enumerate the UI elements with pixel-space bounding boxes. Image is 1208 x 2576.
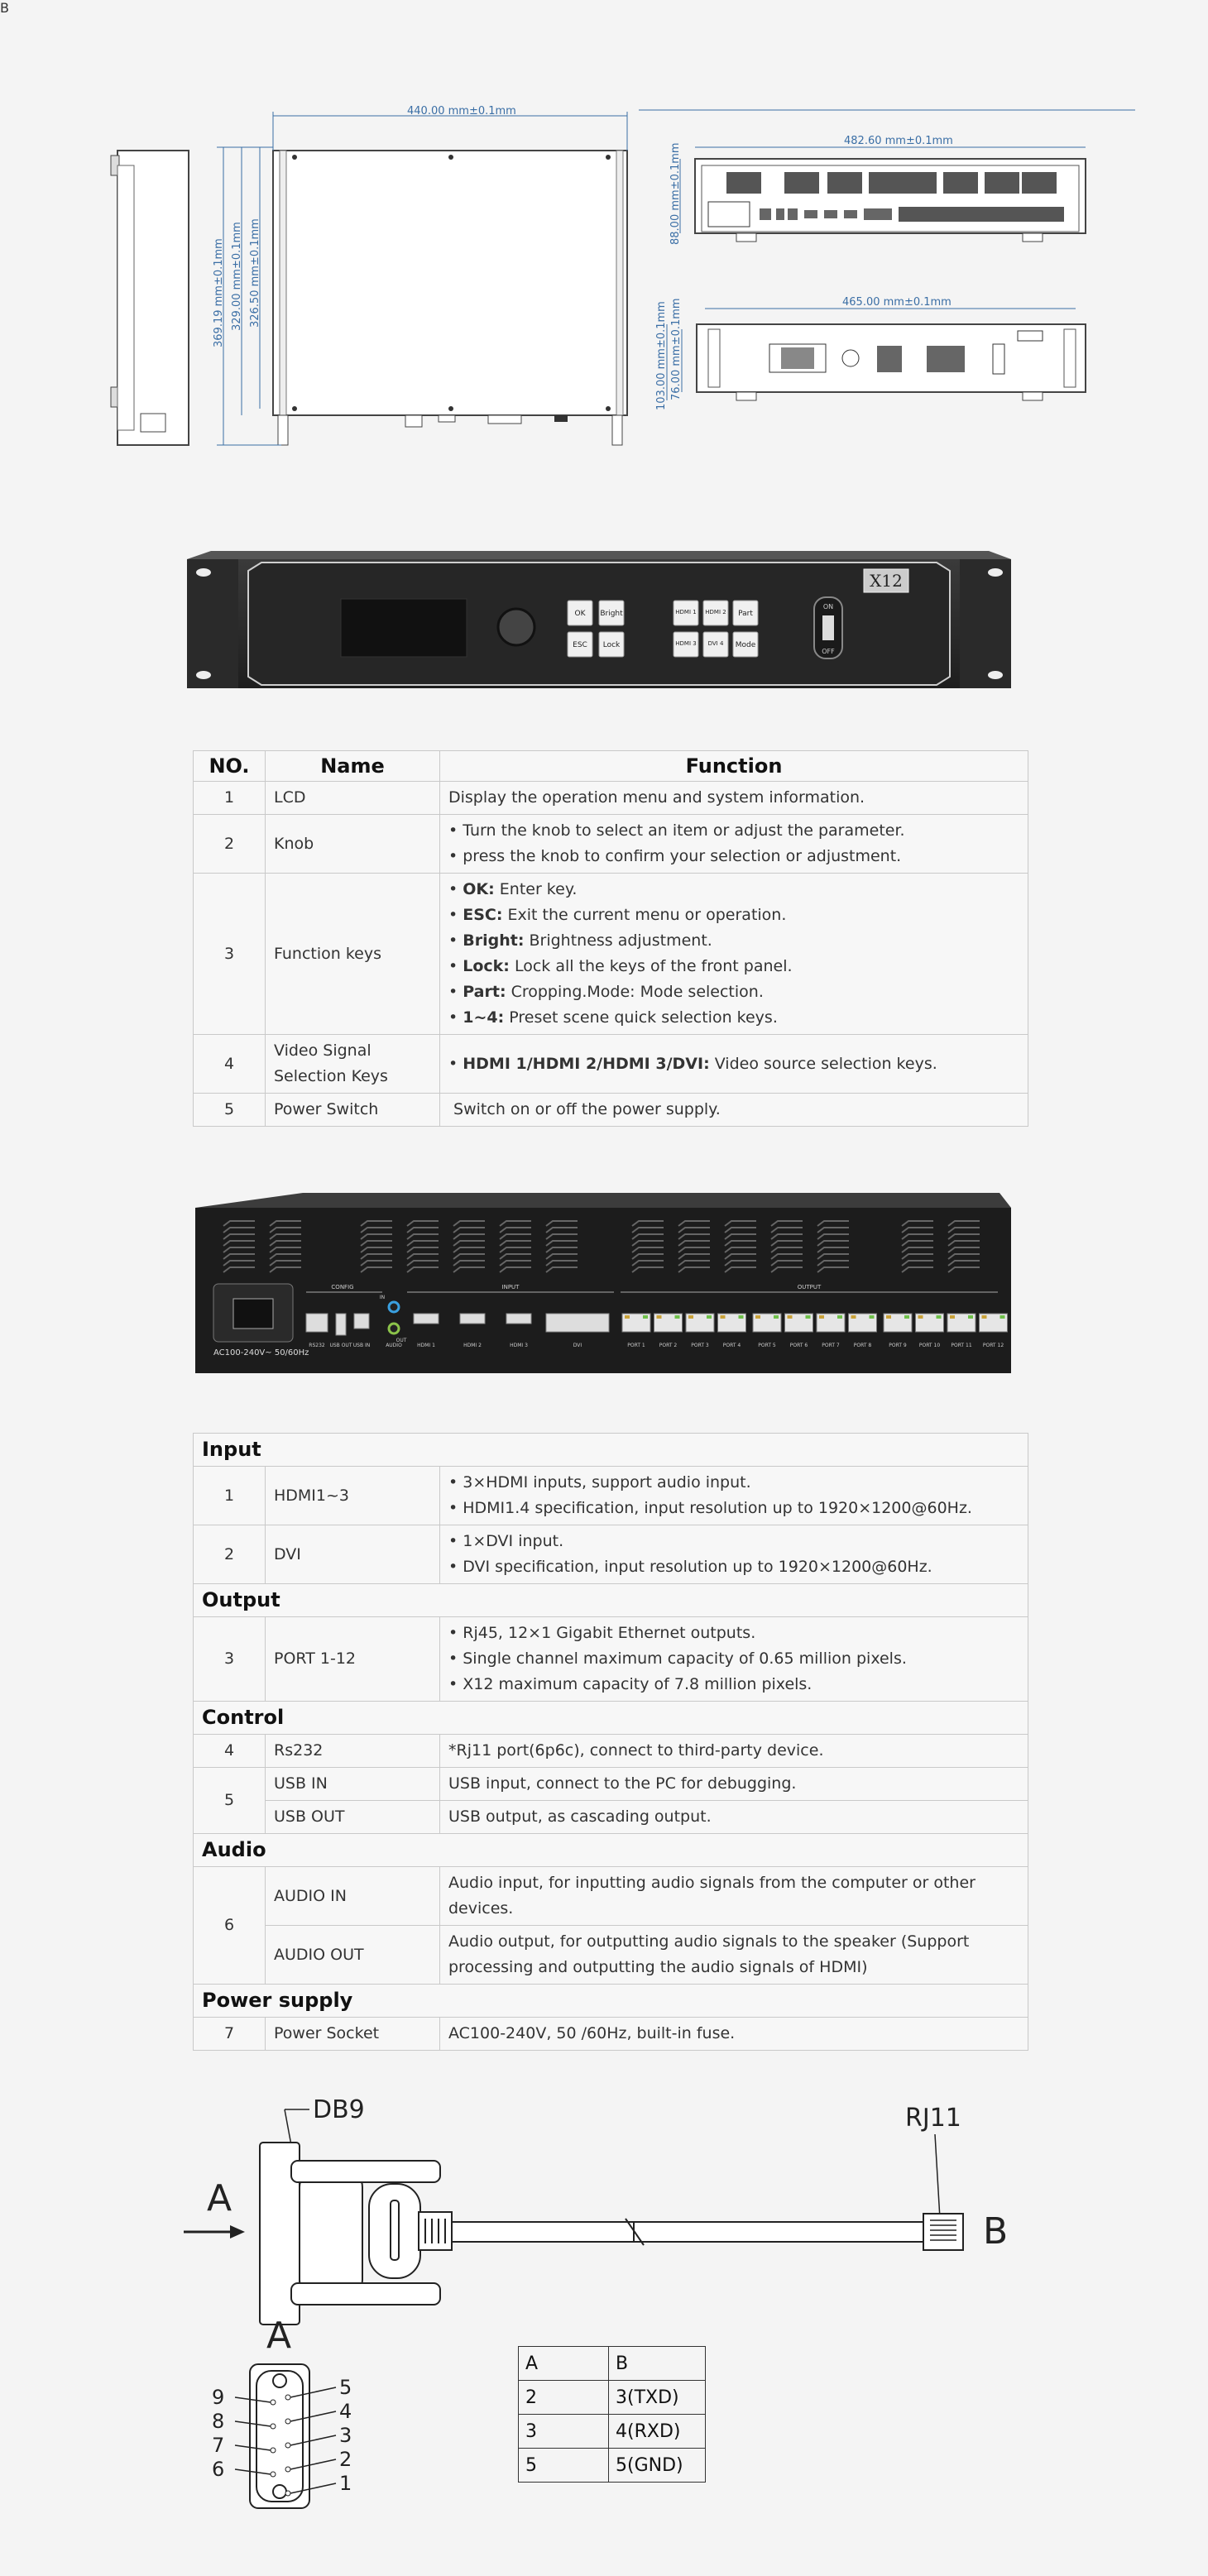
row-description xyxy=(440,1768,1028,1801)
row-name: LCD xyxy=(266,782,440,815)
table-row xyxy=(194,1867,1028,1926)
pin-cell: A xyxy=(519,2347,609,2381)
rear-panel-image xyxy=(0,1183,1208,1381)
pin-row xyxy=(519,2381,706,2415)
row-number: 2 xyxy=(194,815,266,874)
table-row xyxy=(194,1467,1028,1525)
power-off-label: OFF xyxy=(822,648,835,655)
function-line: • Bright: Brightness adjustment. xyxy=(448,931,712,950)
row-number: 3 xyxy=(194,1617,266,1702)
dim-88: 88.00 mm±0.1mm xyxy=(669,142,682,245)
dim-329: 329.00 mm±0.1mm xyxy=(231,222,243,331)
function-line: • Part: Cropping.Mode: Mode selection. xyxy=(448,983,764,1001)
function-key-name: Lock: xyxy=(463,957,510,975)
section-header xyxy=(194,1985,1028,2018)
function-line: • press the knob to confirm your selection or adjustment. xyxy=(448,847,902,865)
rear-port xyxy=(354,1314,369,1329)
key-hdmi1: HDMI 1 xyxy=(675,609,697,615)
key-hdmi3: HDMI 3 xyxy=(675,640,697,647)
port-label: PORT 8 xyxy=(853,1343,872,1348)
rear-port xyxy=(506,1314,531,1324)
function-key-name: HDMI 1/HDMI 2/HDMI 3/DVI: xyxy=(463,1054,710,1073)
db9-pin xyxy=(271,2448,276,2453)
row-description xyxy=(440,1467,1028,1525)
db9-pin-label: 5 xyxy=(339,2376,352,2399)
pin-map-table xyxy=(518,2346,706,2483)
section-header xyxy=(194,1834,1028,1867)
description-text: USB input, connect to the PC for debugging. xyxy=(448,1774,797,1793)
dim-326: 326.50 mm±0.1mm xyxy=(249,218,261,328)
end-a-label: A xyxy=(207,2177,232,2219)
row-number: 4 xyxy=(194,1735,266,1768)
row-number: 6 xyxy=(194,1867,266,1985)
function-line: • ESC: Exit the current menu or operation. xyxy=(448,906,787,924)
key-bright: Bright xyxy=(600,610,623,618)
function-key-name: ESC: xyxy=(463,906,503,924)
dim-440: 440.00 mm±0.1mm xyxy=(407,105,516,117)
port-label: PORT 5 xyxy=(758,1343,776,1348)
function-text: press the knob to confirm your selection or adjustment. xyxy=(463,847,902,865)
dim-369: 369.19 mm±0.1mm xyxy=(213,238,225,347)
description-line xyxy=(448,1870,1019,1922)
description-line xyxy=(448,1738,1019,1764)
row-name: HDMI1~3 xyxy=(266,1467,440,1525)
row-name: Power Switch xyxy=(266,1094,440,1127)
function-key-name: OK: xyxy=(463,880,495,898)
function-text: Enter key. xyxy=(494,880,578,898)
group-input: INPUT xyxy=(501,1284,520,1290)
port-label: IN xyxy=(379,1295,386,1300)
row-number: 5 xyxy=(194,1768,266,1834)
row-description xyxy=(440,1867,1028,1926)
section-title: Input xyxy=(194,1434,1028,1467)
db9-pin-label: 6 xyxy=(212,2458,225,2481)
pin-cell: 4(RXD) xyxy=(609,2415,706,2449)
db9-pin-label: 2 xyxy=(339,2448,352,2471)
description-text: HDMI1.4 specification, input resolution up to 1920×1200@60Hz. xyxy=(463,1499,972,1517)
row-name: Knob xyxy=(266,815,440,874)
pin-cell: 3(TXD) xyxy=(609,2381,706,2415)
pin-cell: 2 xyxy=(519,2381,609,2415)
db9-pin-label: 1 xyxy=(339,2472,352,2495)
function-text: Preset scene quick selection keys. xyxy=(504,1008,778,1027)
function-text: Lock all the keys of the front panel. xyxy=(509,957,793,975)
row-description xyxy=(440,2018,1028,2051)
port-label: PORT 9 xyxy=(889,1343,907,1348)
section-header xyxy=(194,1584,1028,1617)
function-key-name: 1~4: xyxy=(463,1008,505,1027)
description-line: • 1×DVI input. xyxy=(448,1532,564,1550)
key-part: Part xyxy=(738,610,753,618)
table-row xyxy=(194,1035,1028,1094)
row-number: 5 xyxy=(194,1094,266,1127)
function-text: Cropping.Mode: Mode selection. xyxy=(506,983,764,1001)
db9-pin xyxy=(271,2472,276,2477)
row-name: Video Signal Selection Keys xyxy=(266,1035,440,1094)
row-number: 3 xyxy=(194,874,266,1035)
function-text: Brightness adjustment. xyxy=(524,931,712,950)
cable-diagram xyxy=(0,2085,1208,2576)
table-row xyxy=(194,1094,1028,1127)
port-label: HDMI 3 xyxy=(510,1343,528,1348)
port-label: PORT 6 xyxy=(789,1343,808,1348)
dimension-drawing xyxy=(0,0,1208,480)
row-description xyxy=(440,1926,1028,1985)
row-name: Power Socket xyxy=(266,2018,440,2051)
dim-482: 482.60 mm±0.1mm xyxy=(844,135,953,147)
function-text: Turn the knob to select an item or adjust the parameter. xyxy=(463,821,905,840)
connector-b-label: B xyxy=(0,0,9,16)
group-config: CONFIG xyxy=(331,1284,354,1290)
table-row xyxy=(194,1768,1028,1801)
key-dvi4: DVI 4 xyxy=(707,640,724,647)
dim-103: 103.00 mm±0.1mm xyxy=(655,301,668,410)
description-line: • 3×HDMI inputs, support audio input. xyxy=(448,1473,751,1491)
port-label: PORT 4 xyxy=(722,1343,741,1348)
rear-power-label: AC100-240V~ 50/60Hz xyxy=(213,1348,309,1357)
rear-port xyxy=(336,1314,346,1335)
row-number: 7 xyxy=(194,2018,266,2051)
db9-pin xyxy=(285,2443,290,2448)
function-line: • HDMI 1/HDMI 2/HDMI 3/DVI: Video source selection keys. xyxy=(448,1054,937,1073)
key-mode: Mode xyxy=(735,641,756,649)
pin-cell: 5(GND) xyxy=(609,2449,706,2483)
header-no: NO. xyxy=(194,751,266,782)
description-line: • X12 maximum capacity of 7.8 million pixels. xyxy=(448,1675,813,1693)
audio-jack xyxy=(389,1324,399,1333)
db9-pin xyxy=(285,2491,290,2496)
function-text: Video source selection keys. xyxy=(709,1054,937,1073)
row-name: AUDIO OUT xyxy=(266,1926,440,1985)
port-label: USB IN xyxy=(352,1343,371,1348)
function-key-name: Bright: xyxy=(463,931,525,950)
pin-cell: 3 xyxy=(519,2415,609,2449)
function-line xyxy=(448,785,1019,811)
port-label: HDMI 1 xyxy=(417,1343,435,1348)
dim-465: 465.00 mm±0.1mm xyxy=(842,296,952,309)
description-line xyxy=(448,2021,1019,2047)
db9-pin-label: 3 xyxy=(339,2424,352,2447)
row-function xyxy=(440,1035,1028,1094)
section-title: Control xyxy=(194,1702,1028,1735)
db9-pin xyxy=(285,2395,290,2400)
db9-pin-label: 4 xyxy=(339,2400,352,2423)
port-label: PORT 12 xyxy=(982,1343,1004,1348)
port-label: PORT 11 xyxy=(951,1343,972,1348)
pin-cell: 5 xyxy=(519,2449,609,2483)
row-number: 2 xyxy=(194,1525,266,1584)
port-label: AUDIO xyxy=(386,1343,402,1348)
section-header xyxy=(194,1702,1028,1735)
rear-panel-table xyxy=(193,1433,1028,2051)
table-row xyxy=(194,2018,1028,2051)
description-text: AC100-240V, 50 /60Hz, built-in fuse. xyxy=(448,2024,736,2042)
pin-cell: B xyxy=(609,2347,706,2381)
row-function xyxy=(440,874,1028,1035)
header-function: Function xyxy=(440,751,1028,782)
description-text: Single channel maximum capacity of 0.65 million pixels. xyxy=(463,1650,907,1668)
row-name: DVI xyxy=(266,1525,440,1584)
end-b-label: B xyxy=(983,2210,1009,2253)
function-key-name: Part: xyxy=(463,983,506,1001)
db9-pin-label: 8 xyxy=(212,2410,225,2433)
description-text: Rj45, 12×1 Gigabit Ethernet outputs. xyxy=(463,1624,756,1642)
function-line: • OK: Enter key. xyxy=(448,880,578,898)
rear-port xyxy=(414,1314,439,1324)
description-line: • DVI specification, input resolution up to 1920×1200@60Hz. xyxy=(448,1558,932,1576)
db9-pin-label: 9 xyxy=(212,2386,225,2409)
function-line: • Turn the knob to select an item or adjust the parameter. xyxy=(448,821,905,840)
row-function xyxy=(440,815,1028,874)
key-ok: OK xyxy=(574,610,586,618)
db9-pin xyxy=(285,2467,290,2472)
port-label: OUT xyxy=(395,1338,407,1343)
row-description xyxy=(440,1735,1028,1768)
section-header xyxy=(194,1434,1028,1467)
front-logo: X12 xyxy=(870,571,903,591)
function-text: Switch on or off the power supply. xyxy=(453,1100,721,1118)
row-name: USB OUT xyxy=(266,1801,440,1834)
pin-row xyxy=(519,2347,706,2381)
description-text: USB output, as cascading output. xyxy=(448,1808,712,1826)
row-number: 1 xyxy=(194,1467,266,1525)
row-name: AUDIO IN xyxy=(266,1867,440,1926)
description-line xyxy=(448,1929,1019,1980)
description-text: Audio input, for inputting audio signals from the computer or other devices. xyxy=(448,1874,976,1918)
rear-port xyxy=(460,1314,485,1324)
description-text: Audio output, for outputting audio signals to the speaker (Support processing and outputting the audio signals of HDMI) xyxy=(448,1932,970,1976)
audio-jack xyxy=(389,1302,399,1312)
key-esc: ESC xyxy=(573,641,587,649)
port-label: PORT 10 xyxy=(918,1343,941,1348)
header-name: Name xyxy=(266,751,440,782)
port-label: PORT 3 xyxy=(691,1343,709,1348)
front-panel-image xyxy=(0,529,1208,711)
function-text: Display the operation menu and system information. xyxy=(448,788,865,807)
row-function xyxy=(440,782,1028,815)
row-name: PORT 1-12 xyxy=(266,1617,440,1702)
front-panel-table xyxy=(193,750,1028,1127)
function-line: • Lock: Lock all the keys of the front panel. xyxy=(448,957,793,975)
table-row xyxy=(194,1525,1028,1584)
port-label: HDMI 2 xyxy=(463,1343,482,1348)
group-output: OUTPUT xyxy=(797,1284,822,1290)
table-row xyxy=(194,1735,1028,1768)
function-line: • 1~4: Preset scene quick selection keys. xyxy=(448,1008,778,1027)
pin-row xyxy=(519,2415,706,2449)
db9-pin xyxy=(271,2400,276,2405)
table-row xyxy=(194,874,1028,1035)
description-line xyxy=(448,1804,1019,1830)
rear-port xyxy=(546,1314,609,1332)
key-lock: Lock xyxy=(602,641,621,649)
row-function xyxy=(440,1094,1028,1127)
db9-label: DB9 xyxy=(313,2095,365,2124)
row-description xyxy=(440,1525,1028,1584)
row-number: 4 xyxy=(194,1035,266,1094)
table-row xyxy=(194,782,1028,815)
key-hdmi2: HDMI 2 xyxy=(705,609,726,615)
section-title: Power supply xyxy=(194,1985,1028,2018)
description-text: *Rj11 port(6p6c), connect to third-party device. xyxy=(448,1741,824,1760)
port-label: PORT 7 xyxy=(822,1343,840,1348)
description-line: • Single channel maximum capacity of 0.65 million pixels. xyxy=(448,1650,907,1668)
pin-row xyxy=(519,2449,706,2483)
port-label: DVI xyxy=(573,1343,582,1348)
table-row xyxy=(194,815,1028,874)
row-description xyxy=(440,1801,1028,1834)
description-line xyxy=(448,1771,1019,1797)
section-title: Audio xyxy=(194,1834,1028,1867)
dim-76: 76.00 mm±0.1mm xyxy=(670,298,683,400)
function-line xyxy=(448,1097,1019,1123)
rj11-label: RJ11 xyxy=(905,2104,961,2133)
rear-port xyxy=(306,1314,328,1332)
row-name: Function keys xyxy=(266,874,440,1035)
table-row xyxy=(194,1926,1028,1985)
db9-pin xyxy=(271,2424,276,2429)
port-label: RS232 xyxy=(309,1343,325,1348)
description-line: • Rj45, 12×1 Gigabit Ethernet outputs. xyxy=(448,1624,756,1642)
description-text: X12 maximum capacity of 7.8 million pixels. xyxy=(463,1675,813,1693)
port-label: USB OUT xyxy=(329,1343,352,1348)
description-text: 1×DVI input. xyxy=(463,1532,564,1550)
row-description xyxy=(440,1617,1028,1702)
connector-a-label: A xyxy=(266,2315,292,2357)
function-text: Exit the current menu or operation. xyxy=(502,906,787,924)
section-title: Output xyxy=(194,1584,1028,1617)
port-label: PORT 2 xyxy=(659,1343,678,1348)
table-row xyxy=(194,1617,1028,1702)
description-line: • HDMI1.4 specification, input resolution up to 1920×1200@60Hz. xyxy=(448,1499,972,1517)
description-text: 3×HDMI inputs, support audio input. xyxy=(463,1473,751,1491)
description-text: DVI specification, input resolution up to 1920×1200@60Hz. xyxy=(463,1558,932,1576)
row-name: Rs232 xyxy=(266,1735,440,1768)
row-name: USB IN xyxy=(266,1768,440,1801)
port-label: PORT 1 xyxy=(627,1343,645,1348)
row-number: 1 xyxy=(194,782,266,815)
db9-pin-label: 7 xyxy=(212,2434,225,2457)
db9-pin xyxy=(285,2419,290,2424)
table-row xyxy=(194,1801,1028,1834)
power-on-label: ON xyxy=(822,603,834,610)
